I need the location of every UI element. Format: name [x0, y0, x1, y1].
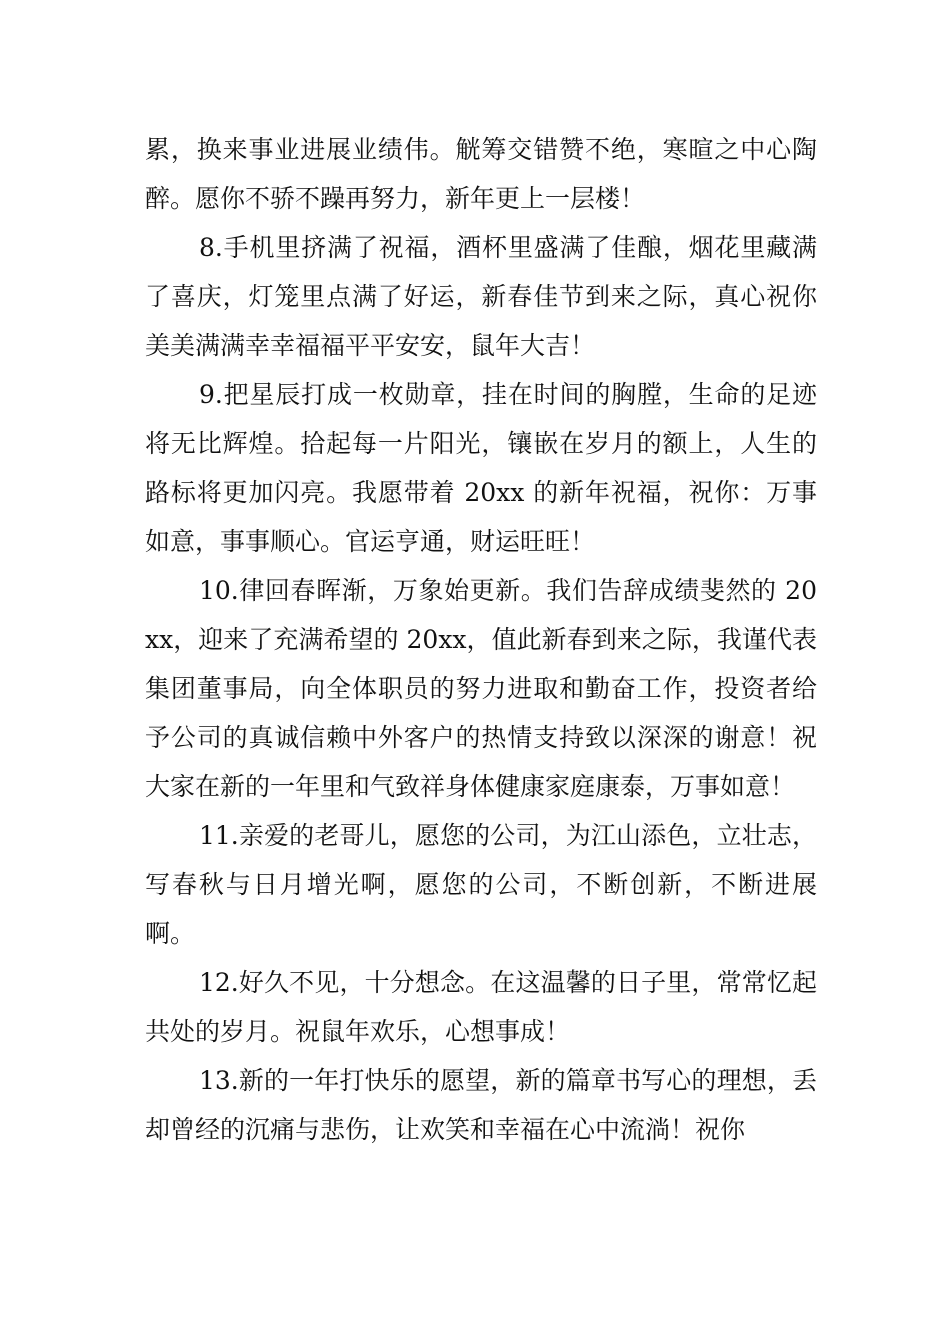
document-body [145, 125, 817, 1154]
paragraph-11: 11.亲爱的老哥儿，愿您的公司，为江山添色，立壮志，写春秋与日月增光啊，愿您的公司，不断创新，不断进展啊。 [145, 821, 817, 948]
paragraph-13: 13.新的一年打快乐的愿望，新的篇章书写心的理想，丢却曾经的沉痛与悲伤，让欢笑和幸福在心中流淌！祝你 [145, 1066, 817, 1144]
paragraph-12: 12.好久不见，十分想念。在这温馨的日子里，常常忆起共处的岁月。祝鼠年欢乐，心想事成！ [145, 968, 817, 1046]
paragraph-10: 10.律回春晖渐，万象始更新。我们告辞成绩斐然的 20xx，迎来了充满希望的 20xx，值此新春到来之际，我谨代表集团董事局，向全体职员的努力进取和勤奋工作，投资者给予公司的真诚信赖中外客户的热情支持致以深深的谢意！祝大家在新的一年里和气致祥身体健康家庭康泰，万事如意！ [145, 576, 817, 801]
paragraph-9: 9.把星辰打成一枚勋章，挂在时间的胸膛，生命的足迹将无比辉煌。拾起每一片阳光，镶嵌在岁月的额上，人生的路标将更加闪亮。我愿带着 20xx 的新年祝福，祝你：万事如意，事事顺心。官运亨通，财运旺旺！ [145, 380, 817, 556]
paragraph-8: 8.手机里挤满了祝福，酒杯里盛满了佳酿，烟花里藏满了喜庆，灯笼里点满了好运，新春佳节到来之际，真心祝你美美满满幸幸福福平平安安，鼠年大吉！ [145, 233, 817, 360]
paragraph-continuation: 累，换来事业进展业绩伟。觥筹交错赞不绝，寒暄之中心陶醉。愿你不骄不躁再努力，新年更上一层楼！ [145, 135, 817, 213]
